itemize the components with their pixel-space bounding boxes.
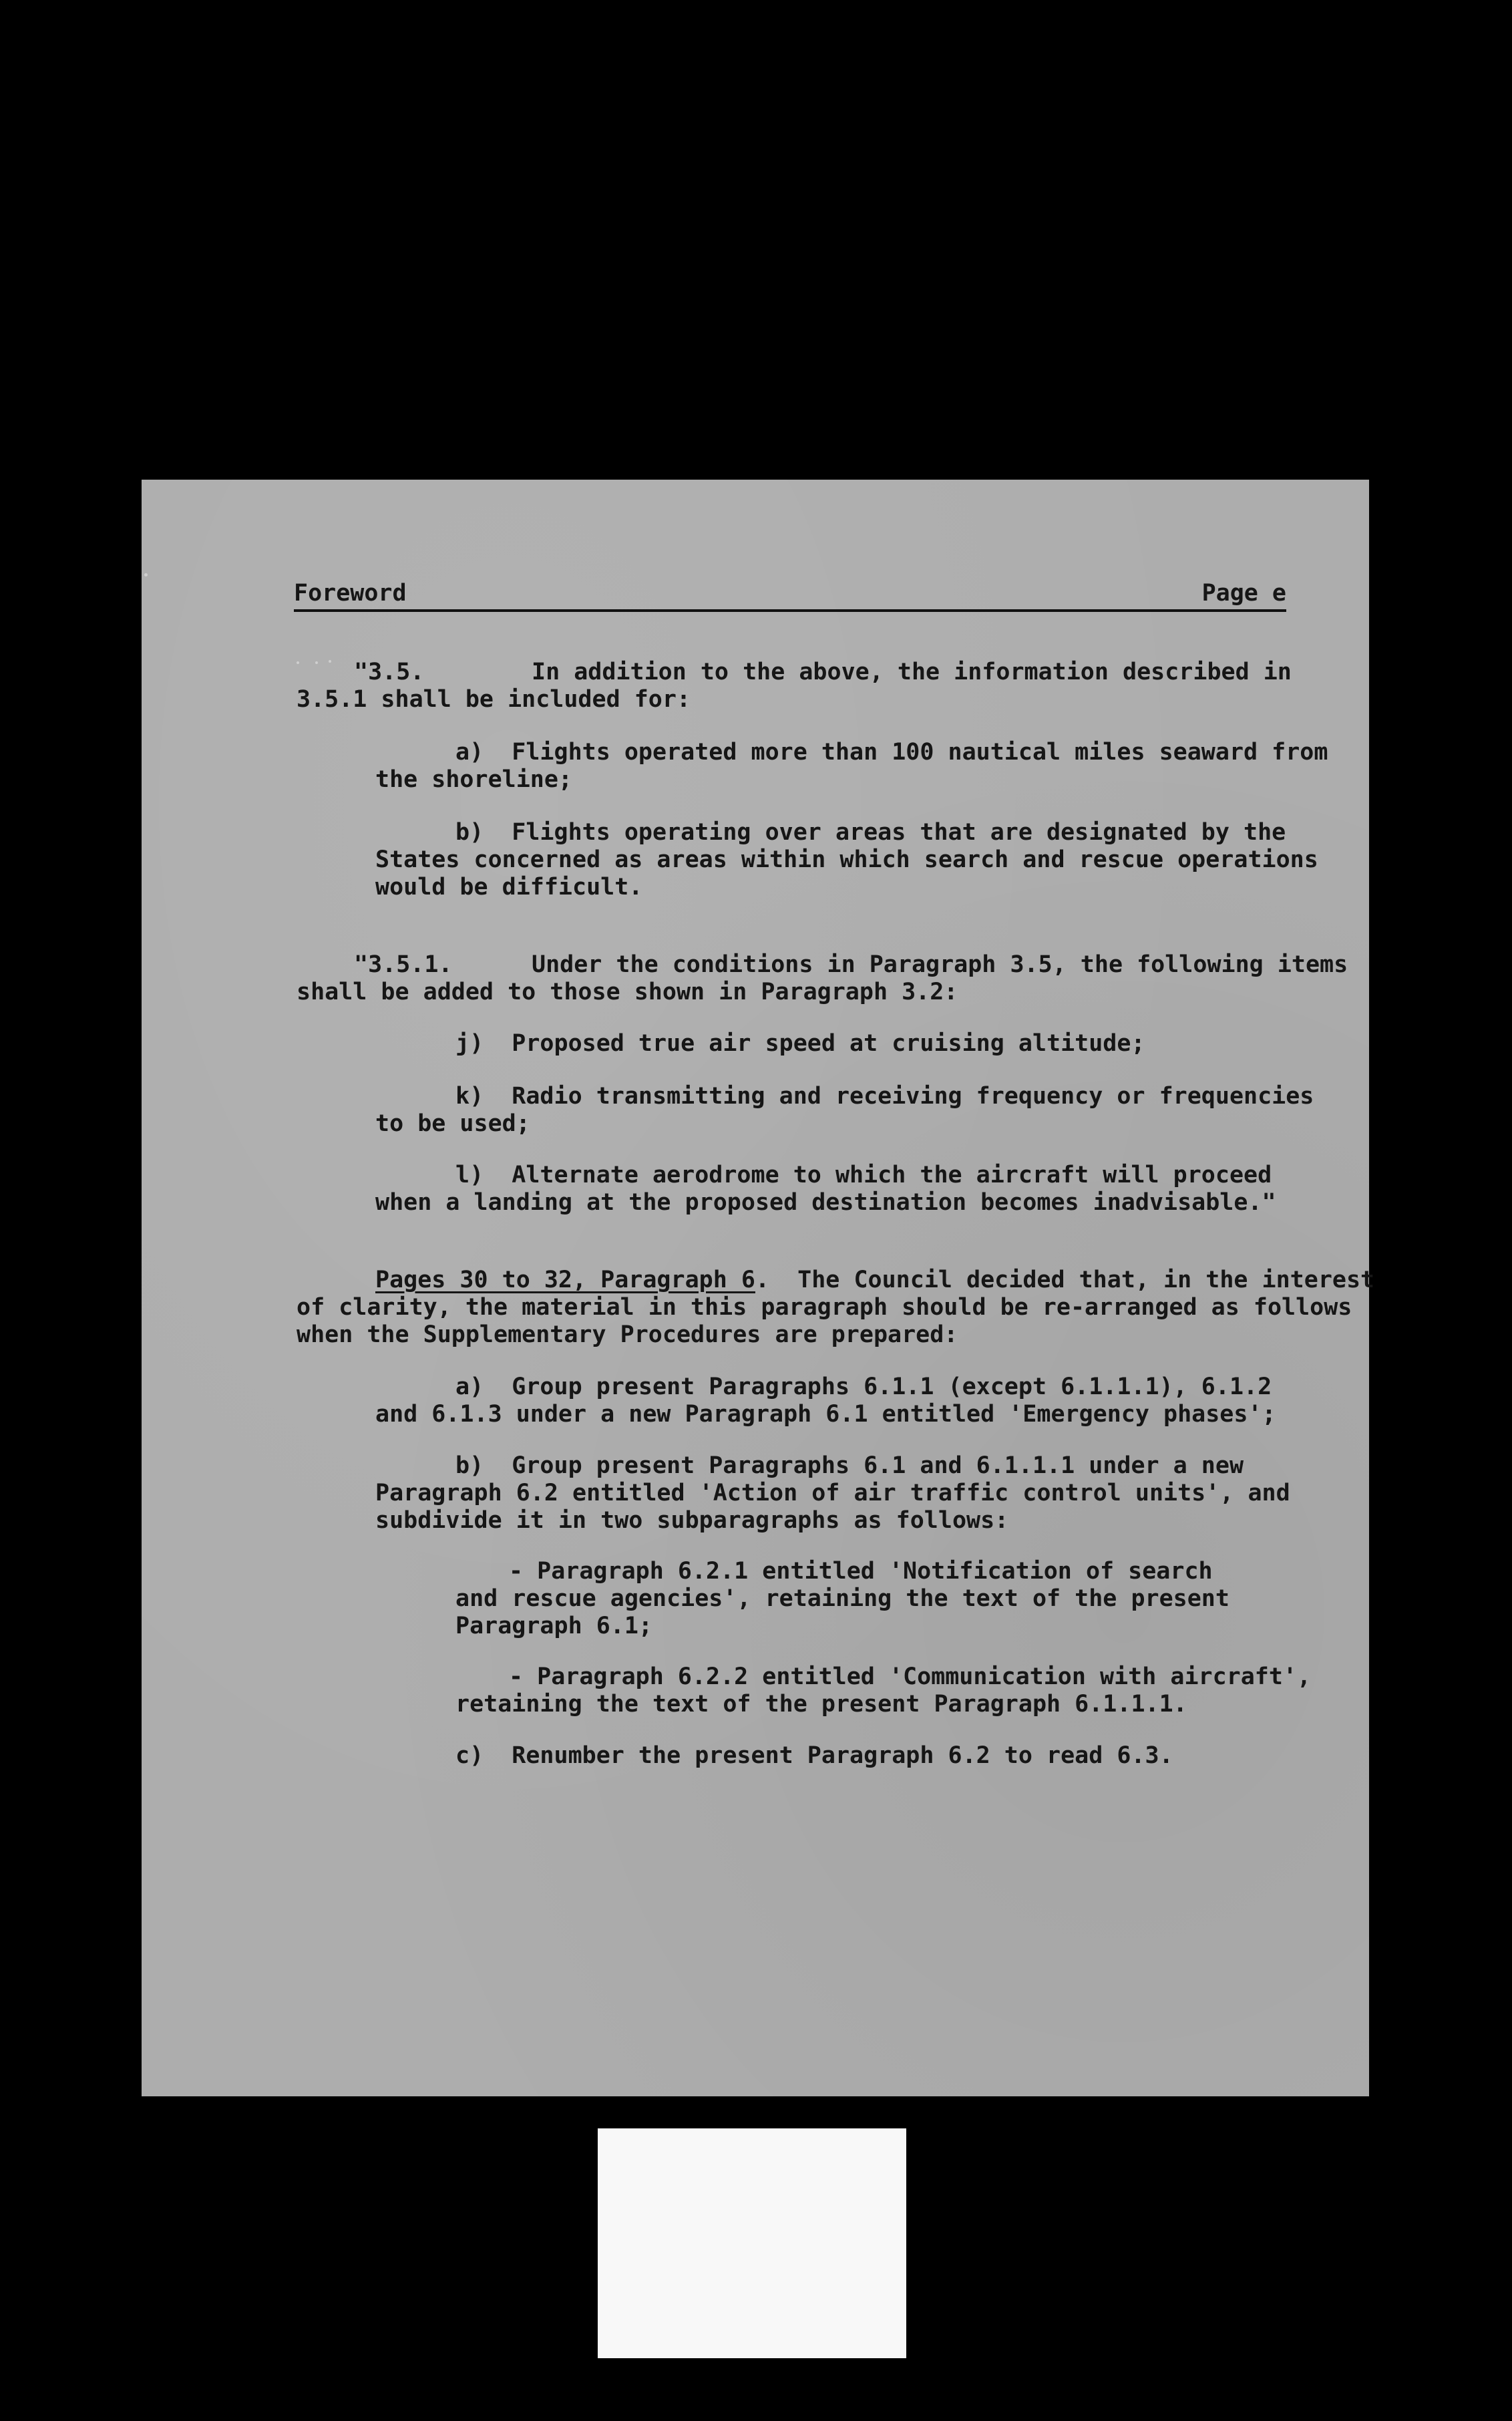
section-3-5-1-intro-cont: shall be added to those shown in Paragraph 3.2:: [297, 979, 958, 1005]
section-3-5-number: "3.5.: [354, 659, 425, 685]
pages-30-32-intro: . The Council decided that, in the interest: [755, 1267, 1375, 1293]
header-section-title: Foreword: [294, 580, 407, 607]
section-3-5-1-item-l-cont: when a landing at the proposed destination becomes inadvisable.": [375, 1189, 1276, 1216]
section-3-5-intro: In addition to the above, the information described in: [532, 659, 1292, 685]
pages-30-32-subitem-2-cont: retaining the text of the present Paragraph 6.1.1.1.: [455, 1691, 1187, 1718]
pages-30-32-item-c: c) Renumber the present Paragraph 6.2 to read 6.3.: [455, 1742, 1173, 1769]
scan-speck: [144, 573, 148, 577]
section-3-5-1-item-l: l) Alternate aerodrome to which the aircraft will proceed: [455, 1162, 1272, 1188]
section-3-5-item-a: a) Flights operated more than 100 nautical miles seaward from: [455, 739, 1328, 766]
pages-30-32-item-a-cont: and 6.1.3 under a new Paragraph 6.1 entitled 'Emergency phases';: [375, 1401, 1276, 1428]
pages-30-32-subitem-1-cont2: Paragraph 6.1;: [455, 1613, 653, 1639]
scan-speck: [297, 661, 299, 664]
pages-30-32-subitem-1: - Paragraph 6.2.1 entitled 'Notification of search: [509, 1558, 1213, 1585]
section-3-5-item-b-cont2: would be difficult.: [375, 874, 643, 901]
page-header: [294, 580, 1286, 612]
section-3-5-item-b: b) Flights operating over areas that are designated by the: [455, 819, 1286, 846]
pages-30-32-intro-cont2: when the Supplementary Procedures are prepared:: [297, 1321, 958, 1348]
pages-30-32-item-a: a) Group present Paragraphs 6.1.1 (except 6.1.1.1), 6.1.2: [455, 1374, 1272, 1400]
scan-speck: [329, 660, 331, 663]
scan-speck: [315, 661, 318, 664]
section-3-5-item-a-cont: the shoreline;: [375, 766, 573, 793]
section-3-5-1-item-k-cont: to be used;: [375, 1110, 530, 1137]
section-3-5-1-intro: Under the conditions in Paragraph 3.5, the following items: [532, 951, 1348, 978]
pages-30-32-heading: Pages 30 to 32, Paragraph 6: [375, 1267, 755, 1293]
pages-30-32-item-b: b) Group present Paragraphs 6.1 and 6.1.1.1 under a new: [455, 1452, 1244, 1479]
section-3-5-1-item-j: j) Proposed true air speed at cruising altitude;: [455, 1030, 1145, 1057]
pages-30-32-paragraph-lead: [375, 1267, 1374, 1294]
section-3-5-intro-cont: 3.5.1 shall be included for:: [297, 686, 691, 713]
header-page-number: Page e: [1201, 580, 1286, 607]
pages-30-32-subitem-2: - Paragraph 6.2.2 entitled 'Communication with aircraft',: [509, 1663, 1312, 1690]
pages-30-32-item-b-cont2: subdivide it in two subparagraphs as follows:: [375, 1507, 1009, 1534]
section-3-5-item-b-cont: States concerned as areas within which search and rescue operations: [375, 846, 1318, 873]
section-3-5-1-number: "3.5.1.: [354, 951, 453, 978]
document-page: [142, 480, 1375, 2096]
pages-30-32-subitem-1-cont: and rescue agencies', retaining the text of the present: [455, 1585, 1230, 1612]
section-3-5-1-item-k: k) Radio transmitting and receiving frequency or frequencies: [455, 1083, 1314, 1110]
blank-card: [598, 2128, 906, 2358]
pages-30-32-intro-cont: of clarity, the material in this paragraph should be re-arranged as follows: [297, 1294, 1352, 1321]
pages-30-32-item-b-cont: Paragraph 6.2 entitled 'Action of air traffic control units', and: [375, 1480, 1290, 1506]
